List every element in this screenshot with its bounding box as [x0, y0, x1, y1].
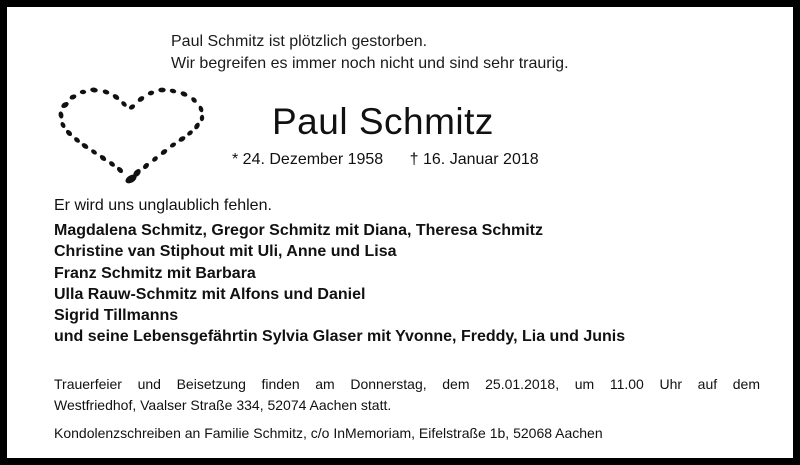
- intro-line-2: Wir begreifen es immer noch nicht und sind sehr traurig.: [171, 55, 569, 72]
- mourner-line: Franz Schmitz mit Barbara: [54, 264, 256, 282]
- mourner-line: Sigrid Tillmanns: [54, 307, 179, 325]
- death-date: † 16. Januar 2018: [409, 151, 539, 168]
- birth-date: * 24. Dezember 1958: [232, 151, 384, 168]
- mourner-line: Magdalena Schmitz, Gregor Schmitz mit Diana, Theresa Schmitz: [54, 222, 544, 239]
- life-dates: [232, 149, 539, 171]
- mourner-line: Christine van Stiphout mit Uli, Anne und Lisa: [54, 243, 397, 261]
- condolence-address: Kondolenzschreiben an Familie Schmitz, c/o InMemoriam, Eifelstraße 1b, 52068 Aachen: [54, 425, 603, 441]
- mourner-line: Ulla Rauw-Schmitz mit Alfons und Daniel: [54, 285, 366, 303]
- mourners-list: [54, 220, 625, 348]
- heart-of-dots-icon: [51, 85, 211, 185]
- deceased-name: Paul Schmitz: [272, 101, 494, 142]
- intro-text: [171, 31, 569, 75]
- funeral-line-1: Trauerfeier und Beisetzung finden am Donnerstag, dem 25.01.2018, um 11.00 Uhr auf dem: [54, 376, 760, 392]
- mourner-line: und seine Lebensgefährtin Sylvia Glaser mit Yvonne, Freddy, Lia und Junis: [54, 328, 626, 346]
- intro-line-1: Paul Schmitz ist plötzlich gestorben.: [171, 33, 428, 50]
- missed-text: Er wird uns unglaublich fehlen.: [54, 197, 272, 214]
- funeral-info: [54, 374, 760, 416]
- funeral-line-2: Westfriedhof, Vaalser Straße 334, 52074 Aachen statt.: [54, 397, 392, 413]
